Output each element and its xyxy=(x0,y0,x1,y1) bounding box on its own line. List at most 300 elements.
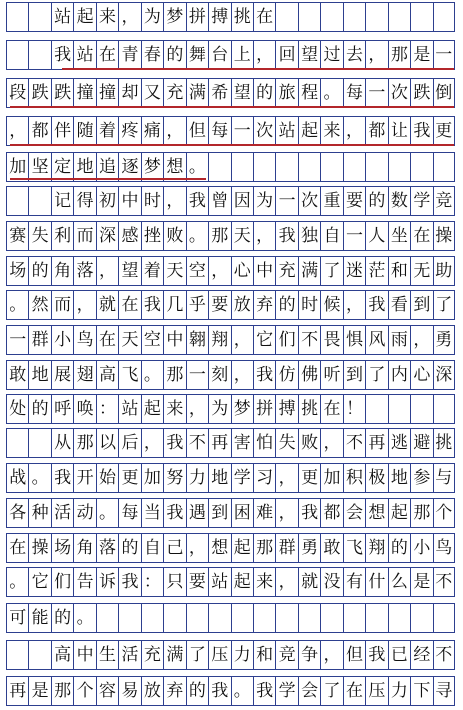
grid-cell: 在 xyxy=(6,534,28,562)
grid-cell: 跌 xyxy=(51,79,73,107)
grid-cell: 开 xyxy=(73,464,95,492)
red-underline xyxy=(10,106,454,108)
grid-row xyxy=(6,394,455,424)
grid-cell: 挑 xyxy=(298,395,320,423)
grid-cell: 满 xyxy=(163,641,185,669)
grid-cell: 跌 xyxy=(410,79,432,107)
grid-cell: 惧 xyxy=(343,326,365,354)
grid-row xyxy=(6,290,455,320)
grid-cell: 满 xyxy=(298,257,320,285)
grid-cell: 我 xyxy=(253,361,275,389)
grid-cell: 次 xyxy=(298,187,320,215)
grid-cell: 春 xyxy=(141,41,163,69)
grid-cell xyxy=(298,604,320,632)
grid-cell: 们 xyxy=(51,568,73,596)
grid-row xyxy=(6,221,455,251)
grid-cell: 每 xyxy=(208,117,230,145)
grid-cell: 站 xyxy=(51,3,73,31)
grid-cell: 心 xyxy=(231,257,253,285)
grid-cell xyxy=(96,604,118,632)
grid-cell: 会 xyxy=(298,677,320,705)
grid-cell: 再 xyxy=(365,429,387,457)
grid-cell: 害 xyxy=(231,429,253,457)
grid-cell: 极 xyxy=(365,464,387,492)
grid-cell: 么 xyxy=(388,568,410,596)
grid-cell: ， xyxy=(208,257,230,285)
grid-cell: 利 xyxy=(51,222,73,250)
grid-cell: 更 xyxy=(298,464,320,492)
grid-cell: 竞 xyxy=(275,641,297,669)
grid-row xyxy=(6,360,455,390)
grid-cell: 的 xyxy=(51,604,73,632)
grid-row xyxy=(6,603,455,633)
grid-cell: 次 xyxy=(253,117,275,145)
grid-cell: 但 xyxy=(186,117,208,145)
grid-cell: 在 xyxy=(96,41,118,69)
grid-cell xyxy=(6,187,28,215)
grid-cell: 中 xyxy=(163,326,185,354)
grid-cell xyxy=(6,3,28,31)
grid-cell: 空 xyxy=(141,326,163,354)
grid-cell: 再 xyxy=(6,677,28,705)
grid-cell: 望 xyxy=(231,79,253,107)
grid-cell: 中 xyxy=(118,187,140,215)
grid-cell: 助 xyxy=(433,257,455,285)
grid-cell: 已 xyxy=(388,641,410,669)
grid-cell xyxy=(208,153,230,181)
grid-cell: ， xyxy=(275,464,297,492)
grid-cell: 撞 xyxy=(73,79,95,107)
grid-cell xyxy=(28,187,50,215)
grid-cell xyxy=(410,3,432,31)
grid-cell xyxy=(343,3,365,31)
grid-cell: 拼 xyxy=(253,395,275,423)
grid-cell: 翔 xyxy=(208,326,230,354)
grid-cell xyxy=(6,641,28,669)
grid-cell: 记 xyxy=(51,187,73,215)
grid-cell: 习 xyxy=(253,464,275,492)
grid-cell xyxy=(365,604,387,632)
grid-cell: 到 xyxy=(208,499,230,527)
grid-cell: 自 xyxy=(320,222,342,250)
grid-cell: 要 xyxy=(208,291,230,319)
grid-cell: 追 xyxy=(96,153,118,181)
grid-cell: 翅 xyxy=(73,361,95,389)
grid-cell: 乎 xyxy=(186,291,208,319)
grid-cell: 地 xyxy=(388,464,410,492)
grid-cell: ， xyxy=(163,187,185,215)
grid-cell: 几 xyxy=(163,291,185,319)
grid-cell: 勇 xyxy=(433,326,455,354)
grid-cell: 来 xyxy=(96,3,118,31)
grid-cell xyxy=(141,604,163,632)
grid-cell: 敢 xyxy=(6,361,28,389)
grid-cell: 飞 xyxy=(118,361,140,389)
grid-cell: 一 xyxy=(231,117,253,145)
grid-cell: ， xyxy=(320,641,342,669)
grid-cell: 程 xyxy=(298,79,320,107)
grid-cell: 起 xyxy=(298,117,320,145)
grid-cell: 随 xyxy=(73,117,95,145)
grid-cell: 己 xyxy=(163,534,185,562)
grid-cell: 回 xyxy=(275,41,297,69)
grid-cell xyxy=(298,153,320,181)
grid-cell: 都 xyxy=(365,117,387,145)
grid-cell: 小 xyxy=(51,326,73,354)
grid-cell: 鸟 xyxy=(73,326,95,354)
grid-cell: 不 xyxy=(433,568,455,596)
grid-cell: 地 xyxy=(28,361,50,389)
grid-cell: 不 xyxy=(433,641,455,669)
grid-cell: 。 xyxy=(186,153,208,181)
grid-cell: 。 xyxy=(320,79,342,107)
grid-cell: 就 xyxy=(298,568,320,596)
grid-cell: 逐 xyxy=(118,153,140,181)
grid-cell: 在 xyxy=(320,395,342,423)
grid-cell: 地 xyxy=(208,464,230,492)
grid-cell: 上 xyxy=(231,41,253,69)
grid-cell: 到 xyxy=(343,361,365,389)
grid-cell: 是 xyxy=(28,677,50,705)
grid-cell: 落 xyxy=(73,257,95,285)
grid-cell xyxy=(433,604,455,632)
grid-cell: 能 xyxy=(28,604,50,632)
grid-cell: 每 xyxy=(118,499,140,527)
grid-cell: 佛 xyxy=(298,361,320,389)
grid-cell: 群 xyxy=(275,534,297,562)
grid-cell: 失 xyxy=(275,429,297,457)
grid-cell xyxy=(298,3,320,31)
grid-cell: 努 xyxy=(163,464,185,492)
grid-cell: 的 xyxy=(28,257,50,285)
grid-cell: 难 xyxy=(253,499,275,527)
grid-cell: 唤 xyxy=(73,395,95,423)
grid-row xyxy=(6,676,455,706)
grid-cell xyxy=(388,153,410,181)
grid-cell: 坚 xyxy=(28,153,50,181)
grid-cell: 要 xyxy=(186,568,208,596)
grid-row xyxy=(6,40,455,70)
grid-cell: 充 xyxy=(163,79,185,107)
grid-cell: 小 xyxy=(410,534,432,562)
grid-cell: 不 xyxy=(186,429,208,457)
grid-cell: ， xyxy=(343,117,365,145)
grid-cell: 起 xyxy=(73,3,95,31)
grid-cell: 。 xyxy=(6,568,28,596)
grid-cell: 深 xyxy=(96,222,118,250)
grid-cell: 力 xyxy=(388,677,410,705)
grid-cell: 希 xyxy=(208,79,230,107)
grid-cell: 让 xyxy=(388,117,410,145)
grid-cell: 感 xyxy=(118,222,140,250)
grid-cell: 过 xyxy=(320,41,342,69)
grid-cell: ， xyxy=(96,257,118,285)
grid-cell: 压 xyxy=(365,677,387,705)
grid-cell: 了 xyxy=(320,677,342,705)
grid-cell: 台 xyxy=(208,41,230,69)
grid-row xyxy=(6,498,455,528)
grid-cell: 来 xyxy=(320,117,342,145)
grid-cell xyxy=(6,429,28,457)
grid-cell: 在 xyxy=(96,326,118,354)
red-underline xyxy=(10,144,454,146)
grid-cell: 群 xyxy=(28,326,50,354)
grid-cell: 想 xyxy=(208,534,230,562)
grid-cell: 望 xyxy=(298,41,320,69)
grid-cell: 得 xyxy=(73,187,95,215)
grid-row xyxy=(6,533,455,563)
grid-row xyxy=(6,2,455,32)
grid-cell: 始 xyxy=(96,464,118,492)
grid-row xyxy=(6,186,455,216)
grid-cell: 各 xyxy=(6,499,28,527)
grid-cell: 操 xyxy=(433,222,455,250)
grid-cell xyxy=(28,41,50,69)
grid-cell: ， xyxy=(231,361,253,389)
grid-cell: 落 xyxy=(96,534,118,562)
grid-cell: 动 xyxy=(73,499,95,527)
grid-cell: 告 xyxy=(73,568,95,596)
grid-cell: 着 xyxy=(96,117,118,145)
grid-cell: 旅 xyxy=(275,79,297,107)
grid-row xyxy=(6,428,455,458)
grid-cell: 搏 xyxy=(208,3,230,31)
grid-cell: 的 xyxy=(118,534,140,562)
grid-cell: 天 xyxy=(118,326,140,354)
grid-cell: 以 xyxy=(96,429,118,457)
grid-cell: 定 xyxy=(51,153,73,181)
grid-cell: 一 xyxy=(343,222,365,250)
grid-cell: 了 xyxy=(320,257,342,285)
grid-cell: 操 xyxy=(28,534,50,562)
grid-cell: 而 xyxy=(51,291,73,319)
grid-cell: 场 xyxy=(51,534,73,562)
grid-cell: 伴 xyxy=(51,117,73,145)
grid-cell: 场 xyxy=(6,257,28,285)
grid-cell xyxy=(410,604,432,632)
grid-cell: 。 xyxy=(186,222,208,250)
grid-cell: 从 xyxy=(51,429,73,457)
grid-cell: 一 xyxy=(6,326,28,354)
grid-cell: 加 xyxy=(320,464,342,492)
grid-cell: 再 xyxy=(208,429,230,457)
grid-cell xyxy=(388,395,410,423)
grid-cell: 人 xyxy=(365,222,387,250)
grid-cell: 。 xyxy=(141,361,163,389)
grid-cell: 易 xyxy=(118,677,140,705)
grid-cell: 困 xyxy=(231,499,253,527)
grid-cell: 独 xyxy=(298,222,320,250)
grid-cell: ， xyxy=(186,534,208,562)
grid-cell: 然 xyxy=(28,291,50,319)
grid-cell: 了 xyxy=(433,291,455,319)
grid-cell: 起 xyxy=(141,395,163,423)
grid-cell: 撞 xyxy=(96,79,118,107)
grid-cell: 寻 xyxy=(433,677,455,705)
grid-cell: 活 xyxy=(118,641,140,669)
grid-cell: 竞 xyxy=(433,187,455,215)
grid-cell: 又 xyxy=(141,79,163,107)
grid-cell xyxy=(28,3,50,31)
grid-cell: 个 xyxy=(433,499,455,527)
grid-cell: 候 xyxy=(320,291,342,319)
grid-cell: 想 xyxy=(365,499,387,527)
grid-cell: 角 xyxy=(51,257,73,285)
grid-cell: 我 xyxy=(253,677,275,705)
grid-cell: ， xyxy=(6,117,28,145)
grid-cell: 是 xyxy=(410,568,432,596)
grid-cell: 是 xyxy=(410,41,432,69)
grid-cell: 生 xyxy=(96,641,118,669)
grid-cell: 次 xyxy=(388,79,410,107)
grid-cell: 梦 xyxy=(163,3,185,31)
grid-cell: 那 xyxy=(253,534,275,562)
grid-cell: 。 xyxy=(6,291,28,319)
grid-cell: 在 xyxy=(343,677,365,705)
grid-cell: 诉 xyxy=(96,568,118,596)
grid-cell xyxy=(6,41,28,69)
grid-cell: 那 xyxy=(163,361,185,389)
grid-cell: 与 xyxy=(433,464,455,492)
grid-cell: 风 xyxy=(365,326,387,354)
grid-cell: 高 xyxy=(96,361,118,389)
grid-cell: 没 xyxy=(320,568,342,596)
grid-cell: 空 xyxy=(186,257,208,285)
grid-cell: 望 xyxy=(118,257,140,285)
grid-cell: 梦 xyxy=(141,153,163,181)
grid-cell: 数 xyxy=(388,187,410,215)
grid-cell xyxy=(433,3,455,31)
grid-cell: 勇 xyxy=(298,534,320,562)
grid-cell: 会 xyxy=(343,499,365,527)
grid-cell xyxy=(208,604,230,632)
grid-cell: 遇 xyxy=(186,499,208,527)
grid-cell: 一 xyxy=(433,41,455,69)
grid-cell xyxy=(365,395,387,423)
grid-cell: 因 xyxy=(231,187,253,215)
grid-cell: 。 xyxy=(28,464,50,492)
grid-cell: 时 xyxy=(141,187,163,215)
grid-cell: 加 xyxy=(141,464,163,492)
grid-cell: 每 xyxy=(343,79,365,107)
grid-cell: 展 xyxy=(51,361,73,389)
grid-cell: 容 xyxy=(96,677,118,705)
grid-row xyxy=(6,325,455,355)
grid-cell: 一 xyxy=(186,361,208,389)
grid-row xyxy=(6,463,455,493)
grid-cell: ： xyxy=(141,568,163,596)
grid-cell: 经 xyxy=(410,641,432,669)
grid-cell: 畏 xyxy=(320,326,342,354)
grid-cell: ， xyxy=(231,326,253,354)
grid-cell: 青 xyxy=(118,41,140,69)
grid-cell xyxy=(343,604,365,632)
grid-cell xyxy=(275,604,297,632)
grid-cell: 去 xyxy=(343,41,365,69)
grid-row xyxy=(6,78,455,108)
grid-cell: 我 xyxy=(275,222,297,250)
grid-cell: 中 xyxy=(253,257,275,285)
grid-row xyxy=(6,640,455,670)
grid-cell xyxy=(320,604,342,632)
grid-cell: 的 xyxy=(275,291,297,319)
grid-cell: 有 xyxy=(343,568,365,596)
grid-cell: 那 xyxy=(73,429,95,457)
grid-cell: 避 xyxy=(410,429,432,457)
grid-cell xyxy=(253,604,275,632)
grid-cell: 充 xyxy=(141,641,163,669)
grid-cell: ： xyxy=(96,395,118,423)
grid-cell: ！ xyxy=(343,395,365,423)
grid-cell: 更 xyxy=(433,117,455,145)
grid-cell xyxy=(28,429,50,457)
grid-cell xyxy=(365,3,387,31)
grid-cell: 仿 xyxy=(275,361,297,389)
grid-cell: 站 xyxy=(275,117,297,145)
grid-cell: 跌 xyxy=(28,79,50,107)
grid-cell: 来 xyxy=(163,395,185,423)
grid-cell: 力 xyxy=(186,464,208,492)
grid-cell xyxy=(28,641,50,669)
grid-cell: 不 xyxy=(298,326,320,354)
grid-cell: 为 xyxy=(141,3,163,31)
grid-cell: 曾 xyxy=(208,187,230,215)
grid-cell: 种 xyxy=(28,499,50,527)
grid-cell: 我 xyxy=(51,464,73,492)
grid-cell: 我 xyxy=(186,187,208,215)
grid-cell xyxy=(410,153,432,181)
grid-cell: 的 xyxy=(28,395,50,423)
grid-cell: 学 xyxy=(410,187,432,215)
grid-cell xyxy=(433,395,455,423)
grid-cell: 听 xyxy=(320,361,342,389)
grid-cell: 放 xyxy=(231,291,253,319)
grid-cell: 挫 xyxy=(141,222,163,250)
grid-cell: 争 xyxy=(298,641,320,669)
grid-cell: 们 xyxy=(275,326,297,354)
grid-cell: 。 xyxy=(96,499,118,527)
grid-cell: 来 xyxy=(253,568,275,596)
grid-cell: 学 xyxy=(275,677,297,705)
grid-cell: 重 xyxy=(320,187,342,215)
grid-cell: 它 xyxy=(253,326,275,354)
grid-cell: 一 xyxy=(365,79,387,107)
grid-cell xyxy=(118,604,140,632)
grid-cell: 挑 xyxy=(433,429,455,457)
grid-cell: 初 xyxy=(96,187,118,215)
grid-cell: 那 xyxy=(388,41,410,69)
grid-cell xyxy=(388,604,410,632)
grid-cell: 我 xyxy=(163,499,185,527)
grid-cell: 逃 xyxy=(388,429,410,457)
grid-cell: 充 xyxy=(275,257,297,285)
grid-cell: 在 xyxy=(118,291,140,319)
grid-cell: 想 xyxy=(163,153,185,181)
grid-cell: 积 xyxy=(343,464,365,492)
grid-cell: 站 xyxy=(73,41,95,69)
grid-cell: ， xyxy=(275,499,297,527)
grid-cell: 但 xyxy=(343,641,365,669)
grid-cell: 起 xyxy=(231,568,253,596)
grid-cell: 满 xyxy=(186,79,208,107)
grid-cell: 茫 xyxy=(365,257,387,285)
grid-cell: 地 xyxy=(73,153,95,181)
grid-cell xyxy=(410,395,432,423)
grid-cell xyxy=(343,153,365,181)
grid-cell: 加 xyxy=(6,153,28,181)
grid-cell: 在 xyxy=(253,3,275,31)
grid-cell: 和 xyxy=(388,257,410,285)
